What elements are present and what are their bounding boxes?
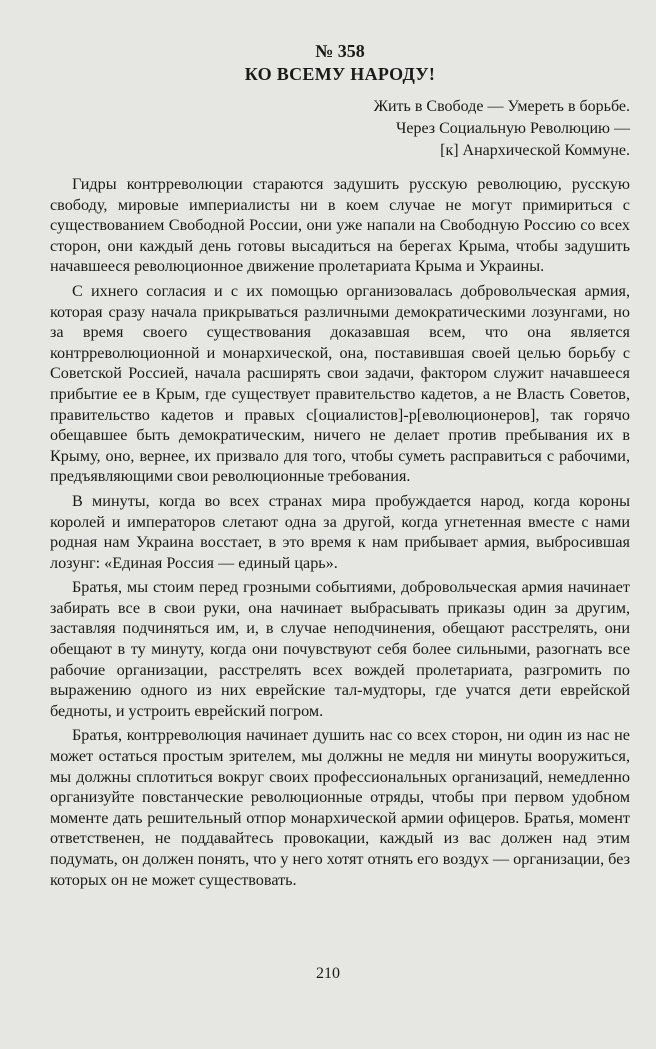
page-number: 210 xyxy=(316,965,340,982)
paragraph: Братья, мы стоим перед грозными событиями, добровольческая армия начинает забирать все в свои руки, она начинает выбрасывать приказы один за другим, заставляя подчиняться им, и, в случае неподчинения, обещают расстрелять, они обещают в ту минуту, когда они почувствуют себя более сильными, разогнать все рабочие организации, расстрелять всех вождей пролетариата, разгромить по выражению одного из них еврейские тал-мудторы, где учатся дети еврейской бедноты, и устроить еврейский погром. xyxy=(50,578,630,720)
paragraph: Братья, контрреволюция начинает душить нас со всех сторон, ни один из нас не может остаться простым зрителем, мы должны не медля ни минуты вооружиться, мы должны сплотиться вокруг своих профессиональных организаций, немедленно организуйте повстанческие революционные отряды, чтобы при первом удобном моменте дать решительный отпор монархической армии офицеров. Братья, момент ответственен, не поддавайтесь провокации, каждый из вас должен над этим подумать, он должен понять, что у него хотят отнять его воздух — организации, без которых он не может существовать. xyxy=(50,726,630,889)
epigraph-line: [к] Анархической Коммуне. xyxy=(440,142,630,159)
body-text xyxy=(50,174,630,890)
epigraph-line: Через Социальную Революцию — xyxy=(396,120,630,137)
paragraph: Гидры контрреволюции стараются задушить русскую революцию, русскую свободу, мировые империалисты ни в коем случае не могут примириться с существованием Свободной России, они уже напали на Свободную Россию со всех сторон, они каждый день готовы высадиться на берегах Крыма, чтобы задушить начавшееся революционное движение пролетариата Крыма и Украины. xyxy=(50,175,630,276)
epigraph-line: Жить в Свободе — Умереть в борьбе. xyxy=(373,98,630,115)
paragraph: В минуты, когда во всех странах мира пробуждается народ, когда короны королей и императоров слетают одна за другой, когда угнетенная вместе с нами родная нам Украина восстает, в это время к нам прибывает армия, выбросившая лозунг: «Единая Россия — единый царь». xyxy=(50,491,630,572)
document-number: № 358 xyxy=(315,41,365,61)
document-title: КО ВСЕМУ НАРОДУ! xyxy=(244,64,436,84)
epigraph xyxy=(50,96,630,162)
paragraph: С ихнего согласия и с их помощью организовалась добровольческая армия, которая сразу начала прикрываться различными демократическими лозунгами, но за время своего существования доказавшая всем, что она является контрреволюционной и монархической, она, поставившая своей целью борьбу с Советской Россией, начала расширять свои задачи, фактором служит начавшееся прибытие ее в Крым, где существует правительство кадетов, а не Власть Советов, правительство кадетов и правых с[оциалистов]-р[еволюционеров], так горячо обещавшее быть демократическим, ничего не делает против пребывания их в Крыму, оно, вернее, их призвало для того, чтобы суметь расправиться с рабочими, предъявляющими свои революционные требования. xyxy=(50,281,630,486)
